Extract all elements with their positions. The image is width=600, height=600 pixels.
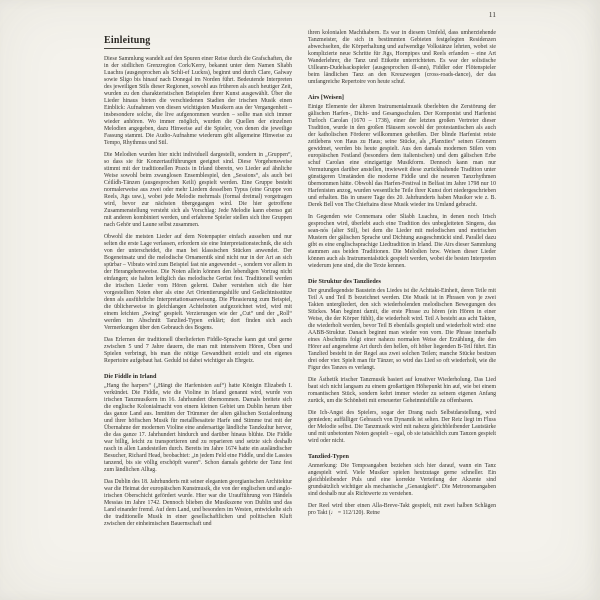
- subheading-struktur-tanzlied: Die Struktur des Tanzliedes: [308, 278, 381, 285]
- subheading-fiddle-in-irland: Die Fiddle in Irland: [104, 373, 157, 380]
- intro-paragraph: Das Erlernen der traditionell überlieferten Fiddle-Sprache kann gut und gerne zwischen 5 und 7 Jahre dauern, die man mit intensivem Hören, Üben und Spielen verbringt, bis man die nötige Gewandtheit erzielt und ein eigenes Repertoire aufgebaut hat. Geduld ist dabei wichtiger als Ehrgeiz.: [104, 337, 292, 364]
- chapter-heading: Einleitung: [104, 35, 150, 49]
- fiddle-paragraph: „Hang the harpers“ („Hängt die Harfenisten auf“) hatte Königin Elizabeth I. verkündet. Die Fiddle, wie die Violine in Irland genannt wird, wurde von irischen Tanzmusikern im 16. Jahrhundert übernommen. Damals breitete sich die englische Kolonialmacht von einem kleinen Gebiet um Dublin herum über das ganze Land aus. Inmitten der Trümmer der alten gälischen Sozialordnung und ihrer höfischen Musik für metallbesaitete Harfe und Stimme trat mit der Übernahme der modernen Violine eine andersartige ländliche Tanzkultur hervor, die das ganze 17. Jahrhundert hindurch und darüber hinaus blühte. Die Fiddle war billig, leicht zu transportieren und zu reparieren und setzte sich deshalb rasch in allen Landesteilen durch. Bereits im Jahre 1674 hatte ein ausländischer Besucher, Richard Head, beobachtet: „in jedem Feld eine Fiddle, und die Lassies tanzend, bis sie völlig erschöpft waren“. Schon damals gehörte der Tanz fest zum ländlichen Alltag.: [104, 383, 292, 473]
- subheading-airs: Airs [Weisen]: [308, 94, 344, 101]
- page-number: 11: [488, 10, 496, 19]
- left-column: [104, 30, 292, 533]
- types-paragraph: Anmerkung: Die Tempoangaben beziehen sich hier darauf, wann ein Tanz angespielt wird. Viele Musiker spielen heutzutage gerne schneller. Ein gleichbleibender Puls und eine korrekte Verteilung der Akzente sind grundsätzlich wichtiger als mechanische „Genauigkeit“. Die Metronomangaben sind deshalb nur als Richtwerte zu verstehen.: [308, 463, 496, 497]
- right-column: [308, 30, 496, 533]
- structure-paragraph: Die Ästhetik irischer Tanzmusik basiert auf kreativer Wiederholung. Das Lied baut sich nicht langsam zu einem großartigen Höhepunkt hin auf, wie bei einem romantischen Stück, sondern kehrt immer wieder zu seinem eigenen Anfang zurück, um die Schönheit mit erneuerter Geheimnisfülle zu offenbaren.: [308, 377, 496, 404]
- continuation-paragraph: ihren kolonialen Machthabern. Es war in diesem Umfeld, dass umherziehende Tanzmeister, die sich in bestimmten Gebieten festgelegten Residenzen abwechselten, die Körperhaltung und aufwendige Volkstänze lehrten, wobei sie komplizierte neue Schritte für Jigs, Hornpipes und Reels erfanden – eine Art Wanderlehrer, die Tanz und Etikette unterrichteten. Es war der solistische Uilleann-Dudelsackspieler (ausgesprochen ill-ann), Fiddler oder Flötenspieler beim ländlichen Tanz an den Kreuzwegen (cross-roads-dance), der das umfangreiche Repertoire von heute schuf.: [308, 30, 496, 85]
- intro-paragraph: Die Melodien wurden hier nicht individuell dargestellt, sondern in „Gruppen“, so dass sie für Konzertaufführungen geeignet sind. Diese Vorgehensweise stimmt mit der traditionellen Praxis in Irland überein, wo Lieder auf ähnliche Weise sowohl beim zwanglosen Ensemblespiel, den „Sessions“, als auch bei Céilídh-Tänzen (ausgesprochen Keili) gespielt werden. Eine Gruppe besteht normalerweise aus zwei oder mehr Liedern desselben Typus (eine Gruppe von Reels, Jigs usw.), wobei jede Melodie mehrmals (formal dreimal) vorgetragen wird, bevor zur nächsten übergegangen wird. Die hier getroffene Zusammenstellung versteht sich als Vorschlag: Jede Melodie kann ebenso gut mit anderen kombiniert werden, und erfahrene Spieler stellen sich ihre Gruppen nach Gehör und Laune selbst zusammen.: [104, 152, 292, 228]
- types-paragraph: Der Reel wird über einen Alla-Breve-Takt gespielt, mit zwei halben Schlägen pro Takt (♩ = 112/120). Reine: [308, 503, 496, 516]
- airs-paragraph: Einige Elemente der älteren Instrumentalmusik überlebten die Zerstörung der gälischen Harfen-, Dicht- und Gesangsschulen. Der Komponist und Harfenist Turloch Carolan (1670 – 1738), einer der letzten großen Vertreter dieser Tradition, wurde in den großen Häusern sowohl der protestantischen als auch der katholischen Förderer willkommen geheißen. Der blinde Harfenist reiste zeitlebens von Haus zu Haus; seine Stücke, als „Planxties“ seinen Gönnern gewidmet, werden bis heute gespielt. Aus den damals modernen Stilen vom europäischen Festland (besonders dem italienischen) und dem gälischen Erbe schuf Carolan eine einzigartige Musikform. Dennoch kann man nur Vermutungen darüber anstellen, inwieweit diese zurückhaltende Tradition unter günstigeren Umständen die moderne Fiddle und die neueren Tanzrhythmen übernommen hätte. Obwohl das Harfen-Festival in Belfast im Jahre 1798 nur 10 Harfenisten anzog, wurden wesentliche Teile ihrer Kunst dort niedergeschrieben und erhalten. Bis in unsere Tage des 20. Jahrhunderts haben Musiker wie z. B. Derek Bell von The Chieftains diese Musik wieder ins Umland gebracht.: [308, 104, 496, 208]
- intro-paragraph: Obwohl die meisten Lieder auf dem Notenpapier einfach aussehen und nur selten die erste Lage verlassen, erfordern sie eine Interpretationstechnik, die sich von der unterscheidet, die man bei klassischen Stücken anwendet. Der Bogeneinsatz und die melodische Ornamentik sind nicht nur in der Art an sich spürbar – Vibrato wird zum Beispiel fast nie angewendet –, sondern vor allem in der Herangehensweise. Die Noten allein können den lebendigen Vortrag nicht einfangen; sie halten lediglich das melodische Gerüst fest. Traditionell werden die irischen Lieder vom Hören gelernt. Daher verstehen sich die hier vorgestellten Noten eher als eine Art Orientierungshilfe und Gedächtnisstütze denn als ausführliche Interpretationsanweisung. Die Phrasierung zum Beispiel, die üblicherweise in gleichlangen Achtelnoten aufgezeichnet wird, wird mit einem leichten „Swing“ gespielt. Verzierungen wie der „Cut“ und der „Roll“ werden im Abschnitt Tanzlied-Typen erklärt; dort finden sich auch Vermerkungen über den Gebrauch des Bogens.: [104, 234, 292, 331]
- subheading-tanzlied-typen: Tanzlied-Typen: [308, 453, 349, 460]
- airs-paragraph: In Gegenden wie Connemara oder Sliabh Luachra, in denen noch Irisch gesprochen wird, überlebt auch eine Tradition des unbegleiteten Singens, das sean-nós (alter Stil), bei dem die Lieder mit melodischen und metrischen Mustern der gälischen Sprache und Dichtung ausgeschmückt sind. Parallel dazu gibt es eine englischsprachige Liedtradition in Irland. Die Airs dieser Sammlung stammen aus beiden Traditionen. Die Melodien bzw. Weisen dieser Lieder können auch als Instrumentalstück gespielt werden, wobei die besten Interpreten wiederum jene sind, die die Texte kennen.: [308, 214, 496, 269]
- structure-paragraph: Der grundlegendste Baustein des Liedes ist die Achttakt-Einheit, deren Teile mit Teil A und Teil B bezeichnet werden. Die Musik ist in Phrasen von je zwei Takten untergliedert, den sich wiederholenden melodischen Bewegungen des Stückes. Man beginnt damit, die erste Phrase zu hören (ein Hören in einer Weise, die der Körper fühlt), die wiederholt wird. Teil A besteht aus acht Takten, die wiederholt werden, bevor Teil B ebenfalls gespielt und wiederholt wird: eine AABB-Struktur. Danach beginnt man wieder von vorn. Die Phrase innerhalb eines Abschnitts folgt einer nahezu normalen Weise der Erzählung, die den Hörer auf angenehme Art durch den hellen, oft höher liegenden B-Teil führt. Ein Tanzlied besteht in der Regel aus zwei solchen Teilen; manche Stücke besitzen drei oder vier. Spielt man für Tänzer, so wird das Lied so oft wiederholt, wie die Figur des Tanzes es verlangt.: [308, 288, 496, 371]
- intro-paragraph: Diese Sammlung wandelt auf den Spuren einer Reise durch die Grafschaften, die in der südlichen Grenzregion Cork/Kerry, bekannt unter dem Namen Sliabh Luachra (ausgesprochen als Schli-ef Luckra), beginnt und durch Clare, Galway sowie Sligo bis hinauf nach Donegal im Norden führt. Bedeutende Interpreten des jeweiligen Stils dieser Regionen, sowohl aus früheren als auch heutiger Zeit, wurden zu den charakteristischen Beispielen ihrer Kunst ausgewählt. Über die Lieder hinaus bieten die verschiedenen Stadien der irischen Musik einen Einblick: Aufnahmen von diesen wichtigsten Musikern aus der Vergangenheit – insbesondere solche, die live aufgenommen wurden – sollte man sich immer wieder anhören. Wo immer möglich, wurden die Quellen der einzelnen Melodien angegeben, dazu Hinweise auf die Spieler, von denen die jeweilige Fassung stammt. Die Audio-Aufnahme wiederum gibt allgemeine Hinweise zu Tempo, Rhythmus und Stil.: [104, 56, 293, 146]
- page-content: [104, 30, 496, 533]
- structure-paragraph: Die Ich-Angst des Spielers, sogar der Drang nach Selbstdarstellung, wird gemieden; auffälliger Gebrauch von Dynamik ist selten. Der Reiz liegt im Fluss der Melodie selbst. Die Tanzmusik wird mit nahezu gleichbleibender Lautstärke und mit unbetonten Noten gespielt – egal, ob sie tatsächlich zum Tanzen gespielt wird oder nicht.: [308, 410, 496, 444]
- fiddle-paragraph: Das Dublin des 18. Jahrhunderts mit seiner eleganten georgianischen Architektur war die Heimat der europäischen Kunstmusik, die von der englischen und anglo-irischen Oberschicht gefördert wurde. Hier war die Uraufführung von Händels Messias im Jahre 1742. Dennoch blieben die Musikszene von Dublin und das Land einander fremd. Auf dem Land, und besonders im Westen, entwickelte sich die traditionelle Musik in einer gesellschaftlichen und politischen Kluft zwischen der einheimischen Bauernschaft und: [104, 479, 292, 527]
